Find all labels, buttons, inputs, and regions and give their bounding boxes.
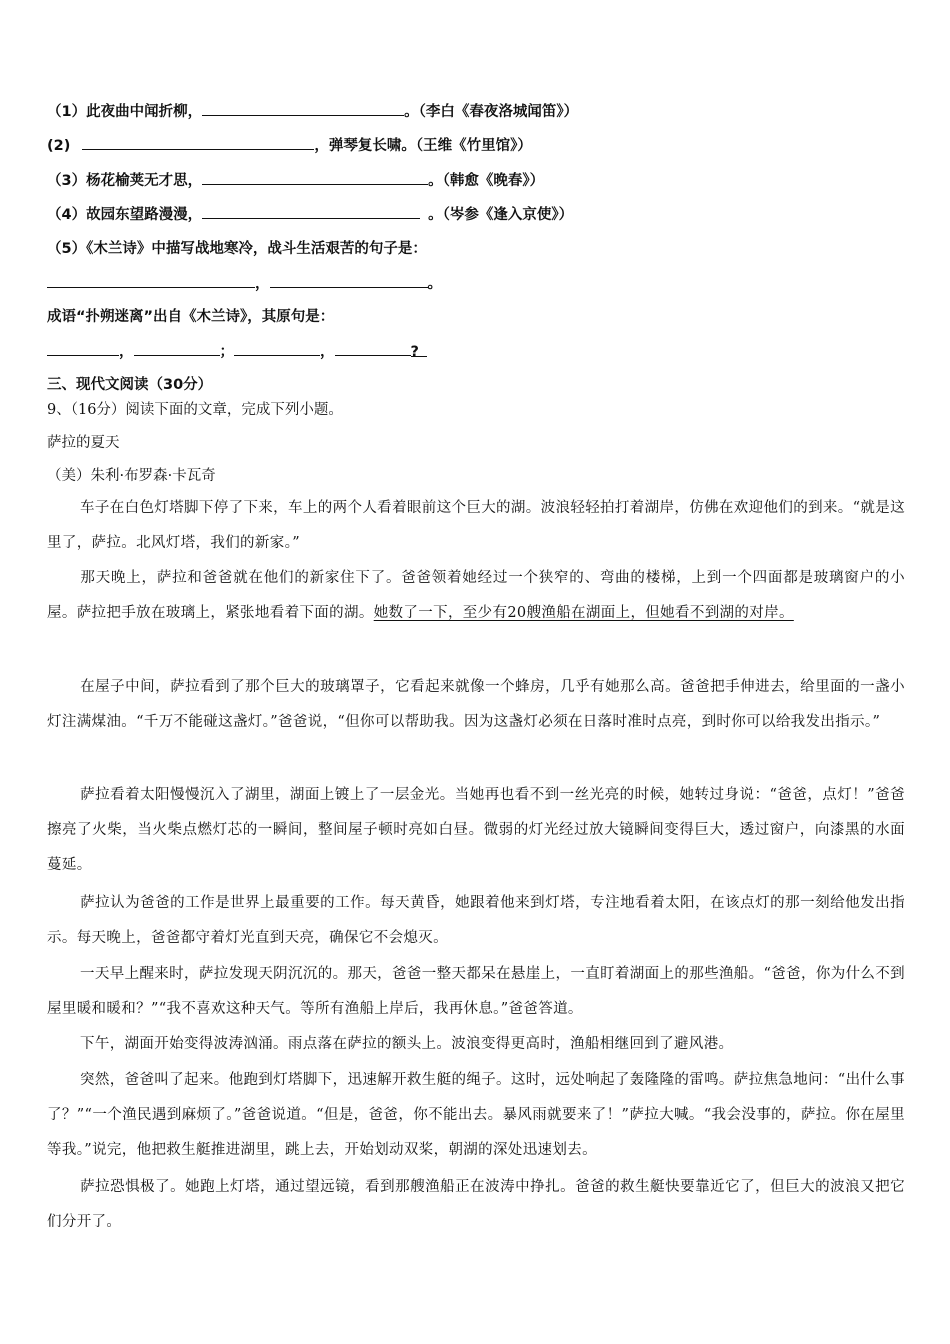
article-title: 萨拉的夏天 — [47, 435, 120, 451]
punctuation: ， — [320, 344, 335, 360]
paragraph-text: 下午，湖面开始变得波涛汹涌。雨点落在萨拉的额头上。波浪变得更高时，渔船相继回到了避风港。 — [80, 1036, 734, 1052]
verse-source: （李白《春夜洛城闻笛》） — [418, 104, 579, 120]
answer-blank[interactable] — [134, 341, 220, 356]
paragraph-text: 车子在白色灯塔脚下停了下来，车上的两个人看着眼前这个巨大的湖。波浪轻轻拍打着湖岸，仿佛在欢迎他们的到来。“就是这里了，萨拉。北风灯塔，我们的新家。” — [47, 500, 905, 551]
verse-text: 故园东望路漫漫， — [86, 207, 203, 223]
punctuation: ； — [219, 344, 234, 360]
paragraph-7 — [47, 1027, 905, 1062]
verse-source: （岑参《逢入京使》） — [442, 207, 574, 223]
verse-text: ，弹琴复长啸。 — [314, 138, 416, 154]
answer-blank[interactable] — [47, 341, 119, 356]
question-number: （5） — [47, 241, 87, 257]
paragraph-text: 萨拉看着太阳慢慢沉入了湖里，湖面上镀上了一层金光。当她再也看不到一丝光亮的时候，她转过身说：“爸爸，点灯！”爸爸擦亮了火柴，当火柴点燃灯芯的一瞬间，整间屋子顿时亮如白昼。微弱的灯光经过放大镜瞬间变得巨大，透过窗户，向漆黑的水面蔓延。 — [47, 787, 905, 873]
poetry-question-2 — [47, 135, 907, 156]
verse-text: 此夜曲中闻折柳， — [86, 104, 203, 120]
answer-blank[interactable] — [47, 273, 255, 288]
paragraph-5 — [47, 886, 905, 956]
poetry-question-1 — [47, 101, 907, 122]
punctuation: 。 — [428, 207, 443, 223]
poetry-question-5 — [47, 239, 907, 259]
answer-blank[interactable] — [335, 341, 411, 356]
idiom-answer — [47, 341, 907, 362]
punctuation: ， — [255, 276, 270, 292]
underlined-sentence: 她数了一下，至少有20艘渔船在湖面上，但她看不到湖的对岸。 — [373, 605, 794, 621]
punctuation: 。 — [428, 173, 443, 189]
paragraph-text: 一天早上醒来时，萨拉发现天阴沉沉的。那天，爸爸一整天都呆在悬崖上，一直盯着湖面上的那些渔船。“爸爸，你为什么不到屋里暖和暖和？”“我不喜欢这种天气。等所有渔船上岸后，我再休息。”爸爸答道。 — [47, 966, 905, 1017]
paragraph-8 — [47, 1063, 905, 1168]
verse-source: （王维《竹里馆》） — [415, 138, 532, 154]
poetry-question-4 — [47, 204, 907, 225]
article-author: （美）朱利·布罗森·卡瓦奇 — [47, 468, 216, 484]
paragraph-4 — [47, 778, 905, 883]
answer-blank[interactable] — [270, 273, 428, 288]
paragraph-text: 突然，爸爸叫了起来。他跑到灯塔脚下，迅速解开救生艇的绳子。这时，远处响起了轰隆隆的雷鸣。萨拉焦急地问：“出什么事了？”“一个渔民遇到麻烦了。”爸爸说道。“但是，爸爸，你不能出去。暴风雨就要来了！”萨拉大喊。“我会没事的，萨拉。你在屋里等我。”说完，他把救生艇推进湖里，跳上去，开始划动双桨，朝湖的深处迅速划去。 — [47, 1072, 905, 1158]
paragraph-3 — [47, 670, 905, 740]
question-number: (2) — [47, 138, 71, 154]
question-text: 《木兰诗》中描写战地寒冷，战斗生活艰苦的句子是： — [86, 241, 427, 257]
paragraph-9 — [47, 1170, 905, 1240]
paragraph-text: 萨拉恐惧极了。她跑上灯塔，通过望远镜，看到那艘渔船正在波涛中挣扎。爸爸的救生艇快要靠近它了，但巨大的波浪又把它们分开了。 — [47, 1179, 905, 1230]
question-text: 成语“扑朔迷离”出自《木兰诗》，其原句是： — [47, 309, 335, 325]
answer-blank[interactable] — [202, 170, 428, 185]
answer-blank[interactable] — [82, 135, 314, 150]
answer-blank[interactable] — [202, 204, 420, 219]
verse-text: 杨花榆荚无才思， — [86, 173, 203, 189]
question-mark: ? — [411, 342, 427, 357]
punctuation: ， — [119, 344, 134, 360]
question-number: （3） — [47, 173, 87, 189]
answer-blank[interactable] — [202, 101, 404, 116]
verse-source: （韩愈《晚春》） — [442, 173, 545, 189]
section-heading: 三、现代文阅读（30分） — [47, 377, 213, 393]
question-intro: 9、（16分）阅读下面的文章，完成下列小题。 — [47, 402, 343, 418]
answer-blank[interactable] — [234, 341, 320, 356]
paragraph-6 — [47, 957, 905, 1027]
paragraph-text: 那天晚上，萨拉和爸爸就在他们的新家住下了。爸爸领着她经过一个狭窄的、弯曲的楼梯，上到一个四面都是玻璃窗户的小屋。萨拉把手放在玻璃上，紧张地看着下面的湖。 — [47, 570, 905, 621]
question-number: （1） — [47, 104, 87, 120]
question-number: （4） — [47, 207, 87, 223]
idiom-question — [47, 307, 907, 327]
punctuation: 。 — [427, 276, 442, 292]
punctuation: 。 — [404, 104, 419, 120]
paragraph-text: 萨拉认为爸爸的工作是世界上最重要的工作。每天黄昏，她跟着他来到灯塔，专注地看着太阳，在该点灯的那一刻给他发出指示。每天晚上，爸爸都守着灯光直到天亮，确保它不会熄灭。 — [47, 895, 905, 946]
poetry-question-3 — [47, 170, 907, 191]
paragraph-2 — [47, 561, 905, 631]
poetry-question-5-answer — [47, 273, 907, 294]
paragraph-text: 在屋子中间，萨拉看到了那个巨大的玻璃罩子，它看起来就像一个蜂房，几乎有她那么高。爸爸把手伸进去，给里面的一盏小灯注满煤油。“千万不能碰这盏灯。”爸爸说，“但你可以帮助我。因为这盏灯必须在日落时准时点亮，到时你可以给我发出指示。” — [47, 679, 905, 730]
paragraph-1 — [47, 491, 905, 561]
